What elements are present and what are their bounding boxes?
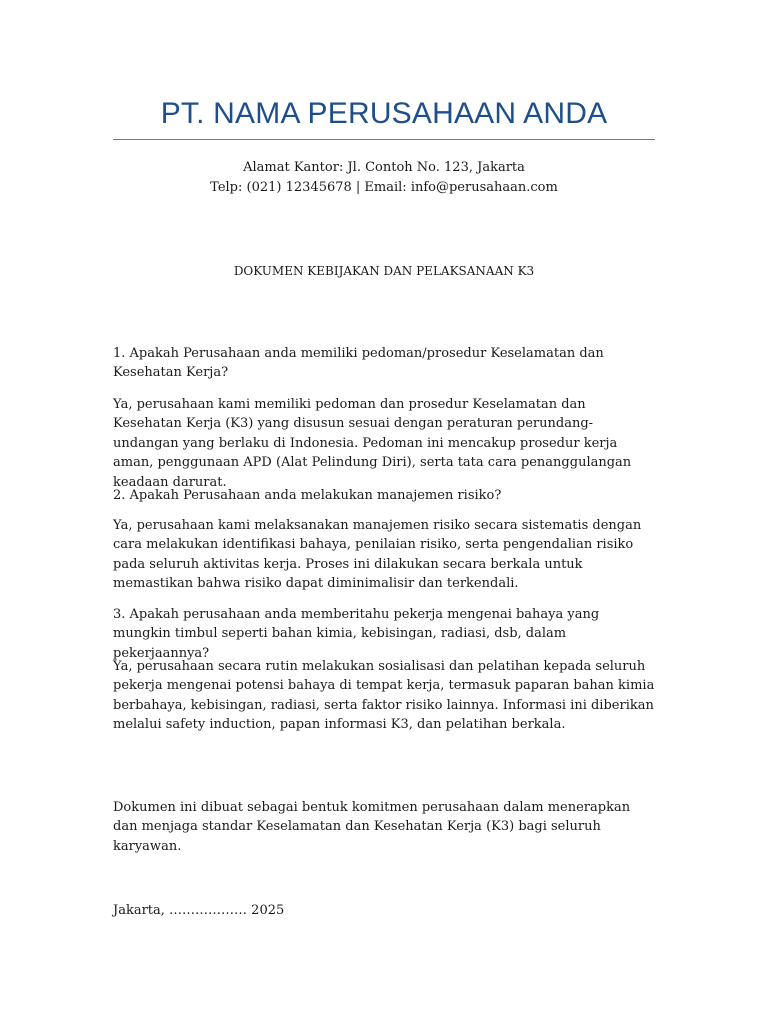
answer-2: Ya, perusahaan kami melaksanakan manajemen risiko secara sistematis dengan cara melakukan identifikasi bahaya, penilaian risiko, serta pengendalian risiko pada seluruh aktivitas kerja. Proses ini dilakukan secara berkala untuk memastikan bahwa risiko dapat diminimalisir dan terkendali. — [113, 518, 642, 592]
address-line: Alamat Kantor: Jl. Contoh No. 123, Jakarta — [243, 160, 525, 175]
contact-line: Telp: (021) 12345678 | Email: info@perusahaan.com — [210, 180, 558, 195]
heading-divider — [113, 139, 655, 140]
answer-1: Ya, perusahaan kami memiliki pedoman dan prosedur Keselamatan dan Kesehatan Kerja (K3) yang disusun sesuai dengan peraturan perundang-undangan yang berlaku di Indonesia. Pedoman ini mencakup prosedur kerja aman, penggunaan APD (Alat Pelindung Diri), serta tata cara penanggulangan keadaan darurat. — [113, 397, 632, 490]
answer-3: Ya, perusahaan secara rutin melakukan sosialisasi dan pelatihan kepada seluruh pekerja mengenai potensi bahaya di tempat kerja, termasuk paparan bahan kimia berbahaya, kebisingan, radiasi, serta faktor risiko lainnya. Informasi ini diberikan melalui safety induction, papan informasi K3, dan pelatihan berkala. — [113, 659, 655, 733]
question-2: 2. Apakah Perusahaan anda melakukan manajemen risiko? — [113, 488, 502, 503]
question-1: 1. Apakah Perusahaan anda memiliki pedoman/prosedur Keselamatan dan Kesehatan Kerja? — [113, 346, 604, 381]
question-3: 3. Apakah perusahaan anda memberitahu pekerja mengenai bahaya yang mungkin timbul seperti bahan kimia, kebisingan, radiasi, dsb, dalam pekerjaannya? — [113, 607, 600, 661]
document-title: DOKUMEN KEBIJAKAN DAN PELAKSANAAN K3 — [233, 264, 535, 278]
signature-date-line: Jakarta, ……………… 2025 — [113, 903, 285, 918]
closing-statement: Dokumen ini dibuat sebagai bentuk komitmen perusahaan dalam menerapkan dan menjaga standar Keselamatan dan Kesehatan Kerja (K3) bagi seluruh karyawan. — [113, 800, 631, 854]
company-name-heading: PT. NAMA PERUSAHAAN ANDA — [160, 97, 608, 130]
company-contact-block — [113, 158, 655, 198]
